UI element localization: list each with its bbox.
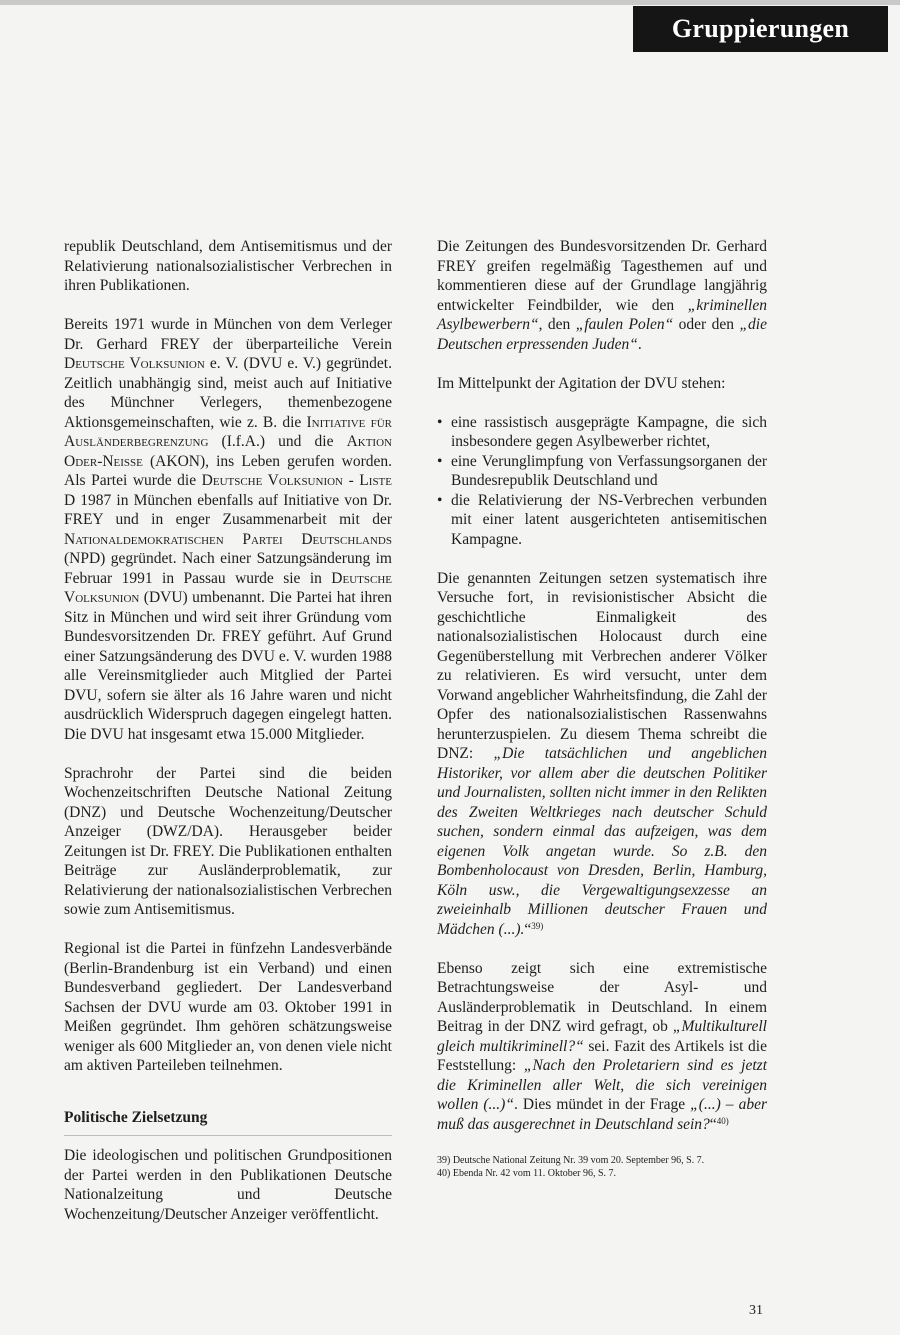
list-item xyxy=(437,491,767,550)
footnote: 40) Ebenda Nr. 42 vom 11. Oktober 96, S. 7. xyxy=(437,1167,617,1179)
section-title: Gruppierungen xyxy=(671,14,850,43)
text-run: Ebenso zeigt sich eine extremistische Betrachtungsweise der Asyl- und Ausländerproblematik in Deutschland. In einem Beitrag in der DNZ wird gefragt, ob xyxy=(437,959,767,1035)
text-run: Die Zeitungen des Bundesvorsitzenden Dr. Gerhard FREY greifen regelmäßig Tagesthemen auf und kommentieren diese auf der Grundlage langjährig entwickelter Feindbilder, wie den xyxy=(437,238,767,314)
text-run: (AKON), ins Leben gerufen worden. Als Partei wurde die xyxy=(64,452,392,489)
quote: „faulen Polen“ xyxy=(575,316,674,333)
text-run: D 1987 in München ebenfalls auf Initiative von Dr. FREY und in enger Zusammenarbeit mit der xyxy=(64,491,392,528)
text-run: . xyxy=(637,335,642,353)
left-paragraph-5: Die ideologischen und politischen Grundpositionen der Partei werden in den Publikationen Deutsche Nationalzeitung und Deutsche Wochenzeitung/Deutscher Anzeiger veröffentlicht. xyxy=(64,1147,392,1223)
text-run: “ xyxy=(524,920,532,938)
top-rule xyxy=(0,0,900,5)
bullet-icon: • xyxy=(437,452,443,470)
text-run: e. V. (DVU e. V.) gegründet. Zeitlich unabhängig sind, meist auch auf Initiative des Münchner Verlegers, themenbezogene Aktionsgemeinschaften, wie z. B. die xyxy=(64,355,392,431)
list-item-text: eine rassistisch ausgeprägte Kampagne, die sich insbesondere gegen Asylbewerber richtet, xyxy=(451,413,767,450)
text-run: Die genannten Zeitungen setzen systematisch ihre Versuche fort, in revisionistischer Absicht die geschichtliche Einmaligkeit des nationalsozialistischen Holocaust durch eine Gegenüberstellung mit Verbrechen anderer Völker zu relativieren. Es wird versucht, unter dem Vorwand angeblicher Wahrheitsfindung, die Zahl der Opfer des nationalsozialistischen Rassenwahns herunterzuspielen. Zu diesem Thema schreibt die DNZ: xyxy=(437,569,767,762)
right-paragraph-3 xyxy=(437,569,767,940)
left-paragraph-2 xyxy=(64,315,392,744)
footnotes xyxy=(437,1154,767,1180)
org-name: Nationaldemokratischen Partei Deutschlands xyxy=(64,530,392,548)
quote: „Multikulturell gleich multikriminell?“ xyxy=(437,1018,767,1055)
org-name: Deutsche Volksunion xyxy=(64,355,205,372)
right-paragraph-1 xyxy=(437,237,767,354)
left-paragraph-4: Regional ist die Partei in fünfzehn Landesverbände (Berlin-Brandenburg ist ein Verband) und einen Bundesverband gegliedert. Der Landesverband Sachsen der DVU wurde am 03. Oktober 1991 in Meißen gegründet. Ihm gehören schätzungsweise weniger als 600 Mitglieder an, von denen viele nicht am aktiven Parteileben teilnehmen. xyxy=(64,940,392,1074)
text-run: (DVU) umbenannt. Die Partei hat ihren Sitz in München und wird seit ihrer Gründung vom Bundesvorsitzenden Dr. FREY geführt. Auf Grund einer Satzungsänderung des DVU e. V. wurden 1988 alle Vereinsmitglieder auch Mitglied der Partei DVU, sofern sie älter als 16 Jahre waren und nicht ausdrücklich Widerspruch dagegen eingelegt hatten. Die DVU hat insgesamt etwa 15.000 Mitglieder. xyxy=(64,589,392,743)
org-name: Aktion Oder-Neiße xyxy=(64,433,392,470)
list-item xyxy=(437,452,767,491)
org-name: Initiative für Ausländerbegrenzung xyxy=(64,413,392,450)
list-item-text: eine Verunglimpfung von Verfassungsorganen der Bundesrepublik Deutschland und xyxy=(451,452,767,489)
org-name: Deutsche Volksunion - Liste xyxy=(201,472,392,489)
bullet-icon: • xyxy=(437,413,443,431)
text-run: oder den xyxy=(673,316,740,333)
quote: „Die tatsächlichen und angeblichen Historiker, vor allem aber die deutschen Politiker und Journalisten, sollten nicht immer in den Relikten des Zweiten Weltkrieges nach deutscher Schuld suchen, sondern einmal das aufzeigen, was dem eigenen Volk angetan wurde. So z.B. den Bombenholocaust von Dresden, Berlin, Hamburg, Köln usw., die Vergewaltigungsexzesse an zweieinhalb Millionen deutscher Frauen und Mädchen (...). xyxy=(437,745,767,938)
left-paragraph-1: republik Deutschland, dem Antisemitismus und der Relativierung nationalsozialistischer Verbrechen in ihren Publikationen. xyxy=(64,238,392,294)
quote: „kriminellen Asylbewerbern“ xyxy=(437,296,767,333)
right-paragraph-2: Im Mittelpunkt der Agitation der DVU stehen: xyxy=(437,374,726,392)
text-run: . Dies mündet in der Frage xyxy=(513,1096,691,1113)
text-run: sei. Fazit des Artikels ist die Feststellung: xyxy=(437,1037,767,1074)
left-paragraph-3: Sprachrohr der Partei sind die beiden Wochenzeitschriften Deutsche National Zeitung (DNZ) und Deutsche Wochenzeitung/Deutscher Anzeiger (DWZ/DA). Herausgeber beider Zeitungen ist Dr. FREY. Die Publikationen enthalten Beiträge zur Ausländerproblematik, zur Relativierung der nationalsozialistischen Verbrechen sowie zum Antisemitismus. xyxy=(64,764,392,918)
right-column xyxy=(437,237,767,1180)
text-run: Bereits 1971 wurde in München von dem Verleger Dr. Gerhard FREY der überparteiliche Verein xyxy=(64,316,392,353)
page-number: 31 xyxy=(749,1303,763,1318)
list-item-text: die Relativierung der NS-Verbrechen verbunden mit einer latent ausgerichteten antisemitischen Kampagne. xyxy=(451,491,767,548)
left-column xyxy=(64,237,392,1244)
section-heading: Politische Zielsetzung xyxy=(64,1108,208,1126)
text-run: (I.f.A.) und die xyxy=(208,433,347,450)
section-title-banner xyxy=(633,6,888,52)
footnote: 39) Deutsche National Zeitung Nr. 39 vom 20. September 96, S. 7. xyxy=(437,1154,705,1166)
text-run: “ xyxy=(709,1115,717,1133)
text-run: (NPD) gegründet. Nach einer Satzungsänderung im Februar 1991 in Passau wurde sie in xyxy=(64,550,392,587)
agitation-list xyxy=(437,413,767,550)
right-paragraph-4 xyxy=(437,959,767,1135)
list-item xyxy=(437,413,767,452)
org-name: Deutsche Volksunion xyxy=(64,569,392,606)
footnote-ref: 39) xyxy=(531,920,544,931)
quote: „Nach den Proletariern sind es jetzt die Kriminellen aller Welt, die sich vereinigen wollen (...)“ xyxy=(437,1057,767,1113)
heading-rule xyxy=(64,1135,392,1136)
text-run: , den xyxy=(538,316,576,333)
quote: „(...) – aber muß das ausgerechnet in Deutschland sein? xyxy=(437,1096,767,1133)
quote: „die Deutschen erpressenden Juden“ xyxy=(437,316,767,353)
bullet-icon: • xyxy=(437,491,443,509)
footnote-ref: 40) xyxy=(716,1115,729,1126)
